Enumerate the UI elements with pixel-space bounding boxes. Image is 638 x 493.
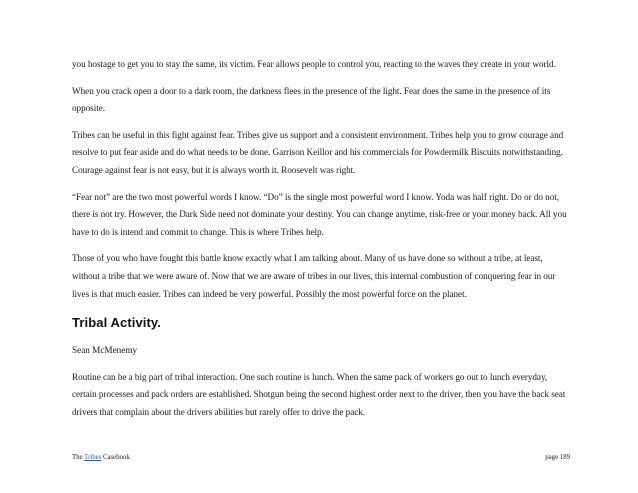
footer-prefix: The (72, 454, 83, 461)
page-content (72, 56, 570, 431)
footer-page-number: page 189 (545, 454, 570, 461)
paragraph-5: Those of you who have fought this battle know exactly what I am talking about. Many of us have done so without a tribe, at least, without a tribe that we were aware of. Now that we are aware of tribes in our lives, this internal combustion of conquering fear in our lives is that much easier. Tribes can indeed be very powerful. Possibly the most powerful force on the planet. (72, 253, 556, 299)
footer-tribes-link[interactable]: Tribes (84, 454, 102, 461)
paragraph-4: “Fear not” are the two most powerful words I know. “Do” is the single most powerful word I know. Yoda was half right. Do or do not, there is not try. However, the Dark Side need not dominate your destiny. You can change anytime, risk-free or your money back. All you have to do is intend and commit to change. This is where Tribes help. (72, 191, 567, 237)
section-heading: Tribal Activity. (72, 315, 162, 331)
paragraph-3: Tribes can be useful in this fight against fear. Tribes give us support and a consistent environment. Tribes help you to grow courage and resolve to put fear aside and do what needs to be done. Garrison Keillor and his commercials for Powdermilk Biscuits notwithstanding. Courage against fear is not easy, but it is always worth it. Roosevelt was right. (72, 129, 564, 175)
paragraph-2: When you crack open a door to a dark room, the darkness flees in the presence of the light. Fear does the same in the presence of its opposite. (72, 85, 551, 114)
section-author: Sean McMenemy (72, 345, 138, 356)
footer-book-title (72, 454, 130, 461)
paragraph-1: you hostage to get you to stay the same, its victim. Fear allows people to control you, reacting to the waves they create in your world. (72, 59, 556, 69)
section-body: Routine can be a big part of tribal interaction. One such routine is lunch. When the same pack of workers go out to lunch everyday, certain processes and pack orders are established. Shotgun being the second highest order next to the driver, then you have the back seat drivers that complain about the drivers abilities but rarely offer to drive the pack. (72, 371, 566, 417)
footer-suffix: Casebook (102, 454, 130, 461)
